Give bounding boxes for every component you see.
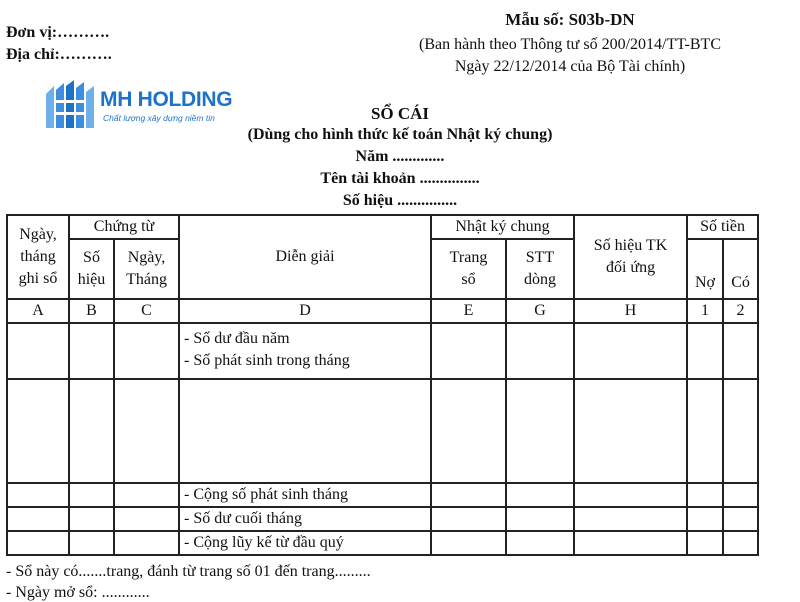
issued-date: Ngày 22/12/2014 của Bộ Tài chính) [454, 58, 686, 75]
contra-account-header: Số hiệu TK đối ứng [574, 215, 687, 299]
journal-page-cell[interactable] [431, 379, 506, 483]
debit-cell[interactable] [687, 507, 723, 531]
building-icon [44, 80, 100, 130]
page-title: SỔ CÁI [370, 104, 430, 123]
voucher-date-cell[interactable] [114, 379, 179, 483]
voucher-date-cell[interactable] [114, 483, 179, 507]
date-cell[interactable] [7, 323, 69, 379]
credit-cell[interactable] [723, 483, 758, 507]
page-subtitle: (Dùng cho hình thức kế toán Nhật ký chung) [247, 126, 553, 143]
account-code-line: Số hiệu ............... [342, 192, 458, 209]
closing-month-label: - Số dư cuối tháng [179, 507, 431, 531]
debit-cell[interactable] [687, 379, 723, 483]
voucher-date-header: Ngày, Tháng [114, 239, 179, 299]
date-cell[interactable] [7, 379, 69, 483]
credit-cell[interactable] [723, 379, 758, 483]
arising-label: - Số phát sinh trong tháng [184, 352, 350, 369]
journal-page-header: Trang sổ [431, 239, 506, 299]
total-month-label: - Cộng số phát sinh tháng [179, 483, 431, 507]
table-row [7, 507, 758, 531]
issued-by: (Ban hành theo Thông tư số 200/2014/TT-BTC [419, 36, 721, 53]
contra-account-cell[interactable] [574, 531, 687, 555]
column-code: H [574, 299, 687, 323]
debit-cell[interactable] [687, 323, 723, 379]
credit-cell[interactable] [723, 507, 758, 531]
column-code-row [7, 299, 758, 323]
voucher-date-cell[interactable] [114, 507, 179, 531]
voucher-number-cell[interactable] [69, 323, 114, 379]
column-code: 2 [723, 299, 758, 323]
cumulative-quarter-label: - Cộng lũy kế từ đầu quý [179, 531, 431, 555]
table-row [7, 483, 758, 507]
logo-tagline: Chất lượng xây dựng niềm tin [103, 113, 215, 123]
date-cell[interactable] [7, 507, 69, 531]
voucher-date-cell[interactable] [114, 531, 179, 555]
column-code: B [69, 299, 114, 323]
form-number: Mẫu số: S03b-DN [505, 10, 635, 29]
journal-page-cell[interactable] [431, 507, 506, 531]
debit-header: Nợ [687, 239, 723, 299]
column-code: C [114, 299, 179, 323]
unit-label: Đơn vị:………. [6, 24, 110, 41]
voucher-number-cell[interactable] [69, 531, 114, 555]
pages-note: - Sổ này có.......trang, đánh từ trang số 01 đến trang......... [6, 563, 371, 580]
column-code: D [179, 299, 431, 323]
logo-name: MH HOLDING [100, 88, 233, 111]
amount-header: Số tiền [687, 215, 758, 239]
credit-cell[interactable] [723, 531, 758, 555]
contra-account-cell[interactable] [574, 483, 687, 507]
description-cell [179, 323, 431, 379]
column-code: A [7, 299, 69, 323]
address-label: Địa chỉ:………. [6, 46, 112, 63]
voucher-date-cell[interactable] [114, 323, 179, 379]
contra-account-cell[interactable] [574, 379, 687, 483]
journal-line-cell[interactable] [506, 531, 574, 555]
journal-line-cell[interactable] [506, 483, 574, 507]
journal-page-cell[interactable] [431, 531, 506, 555]
journal-page-cell[interactable] [431, 483, 506, 507]
ledger-table [6, 214, 759, 556]
credit-header: Có [723, 239, 758, 299]
column-code: E [431, 299, 506, 323]
column-code: 1 [687, 299, 723, 323]
journal-line-cell[interactable] [506, 507, 574, 531]
description-header: Diễn giải [179, 215, 431, 299]
voucher-number-header: Số hiệu [69, 239, 114, 299]
table-row [7, 323, 758, 379]
table-row [7, 379, 758, 483]
journal-line-cell[interactable] [506, 323, 574, 379]
year-line: Năm ............. [355, 148, 445, 165]
date-cell[interactable] [7, 531, 69, 555]
account-name-line: Tên tài khoản ............... [320, 170, 480, 187]
open-date-note: - Ngày mở sổ: ............ [6, 584, 150, 601]
opening-balance-label: - Số dư đầu năm [184, 330, 290, 347]
journal-page-cell[interactable] [431, 323, 506, 379]
credit-cell[interactable] [723, 323, 758, 379]
description-cell[interactable] [179, 379, 431, 483]
voucher-header: Chứng từ [69, 215, 179, 239]
debit-cell[interactable] [687, 483, 723, 507]
contra-account-cell[interactable] [574, 507, 687, 531]
contra-account-cell[interactable] [574, 323, 687, 379]
date-header: Ngày, tháng ghi sổ [7, 215, 69, 299]
journal-header: Nhật ký chung [431, 215, 574, 239]
column-code: G [506, 299, 574, 323]
table-row [7, 531, 758, 555]
debit-cell[interactable] [687, 531, 723, 555]
voucher-number-cell[interactable] [69, 507, 114, 531]
journal-line-cell[interactable] [506, 379, 574, 483]
voucher-number-cell[interactable] [69, 379, 114, 483]
journal-line-header: STT dòng [506, 239, 574, 299]
voucher-number-cell[interactable] [69, 483, 114, 507]
date-cell[interactable] [7, 483, 69, 507]
